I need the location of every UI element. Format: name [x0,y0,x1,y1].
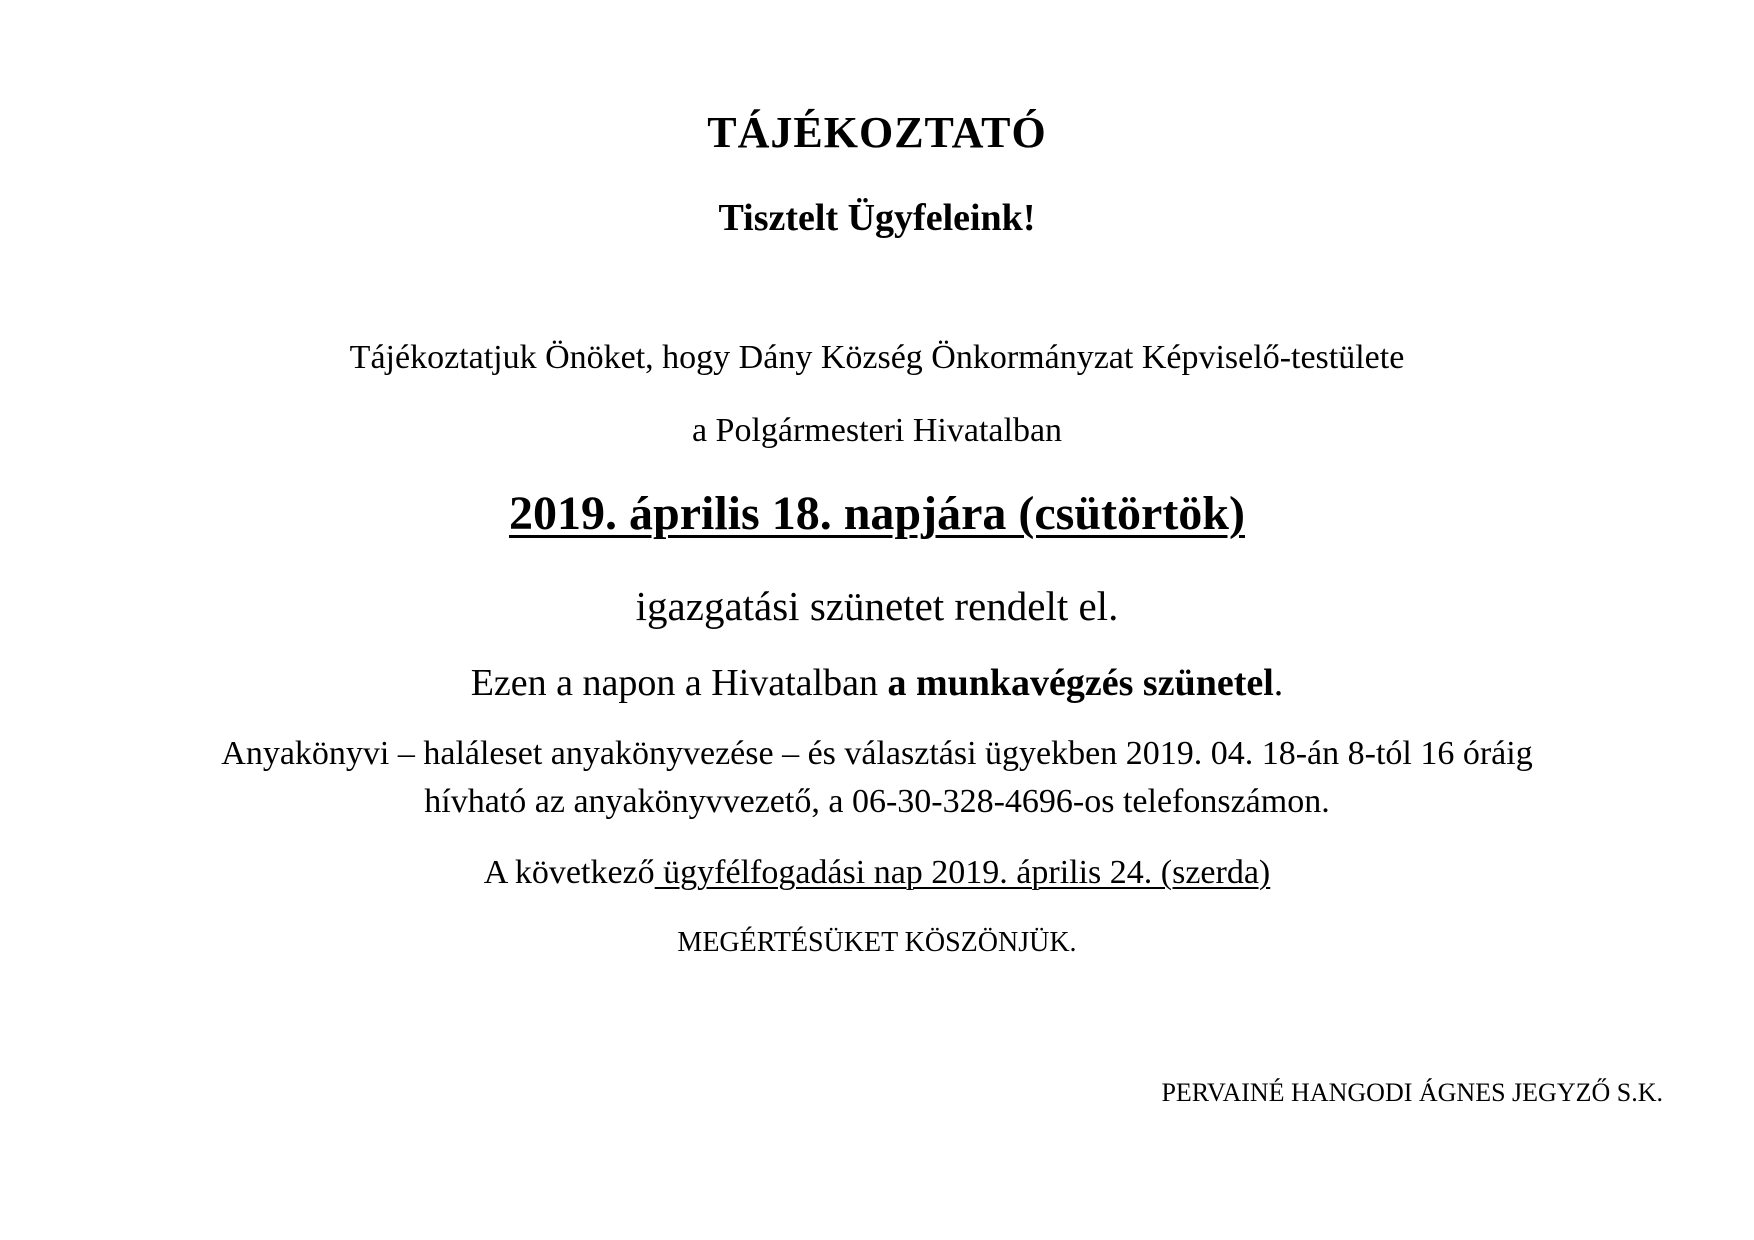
thanks-line: MEGÉRTÉSÜKET KÖSZÖNJÜK. [677,927,1077,958]
signature: PERVAINÉ HANGODI ÁGNES JEGYZŐ S.K. [1161,1078,1663,1107]
closure-date-heading [0,487,1754,540]
closure-statement: igazgatási szünetet rendelt el. [635,583,1119,629]
work-suspension-line [0,664,1754,702]
next-prefix: A következő [483,854,655,891]
registry-info-line-1: Anyakönyvi – haláleset anyakönyvezése – és választási ügyekben 2019. 04. 18-án 8-tól 16 óráig [221,735,1533,772]
notice-title: TÁJÉKOZTATÓ [707,108,1047,157]
work-prefix: Ezen a napon a Hivatalban [470,662,888,704]
closure-date: 2019. április 18. napjára (csütörtök) [509,487,1245,540]
work-suspension-emphasis: a munkavégzés szünetel [887,662,1274,704]
next-reception-day: ügyfélfogadási nap 2019. április 24. (szerda) [654,854,1271,891]
registry-info-line-2: hívható az anyakönyvvezető, a 06-30-328-4696-os telefonszámon. [424,783,1330,820]
intro-line-1: Tájékoztatjuk Önöket, hogy Dány Község Önkormányzat Képviselő-testülete [349,339,1405,376]
next-reception-day-line [0,856,1754,890]
work-suffix: . [1273,662,1284,704]
greeting: Tisztelt Ügyfeleink! [718,197,1036,239]
intro-line-2: a Polgármesteri Hivatalban [691,412,1063,449]
